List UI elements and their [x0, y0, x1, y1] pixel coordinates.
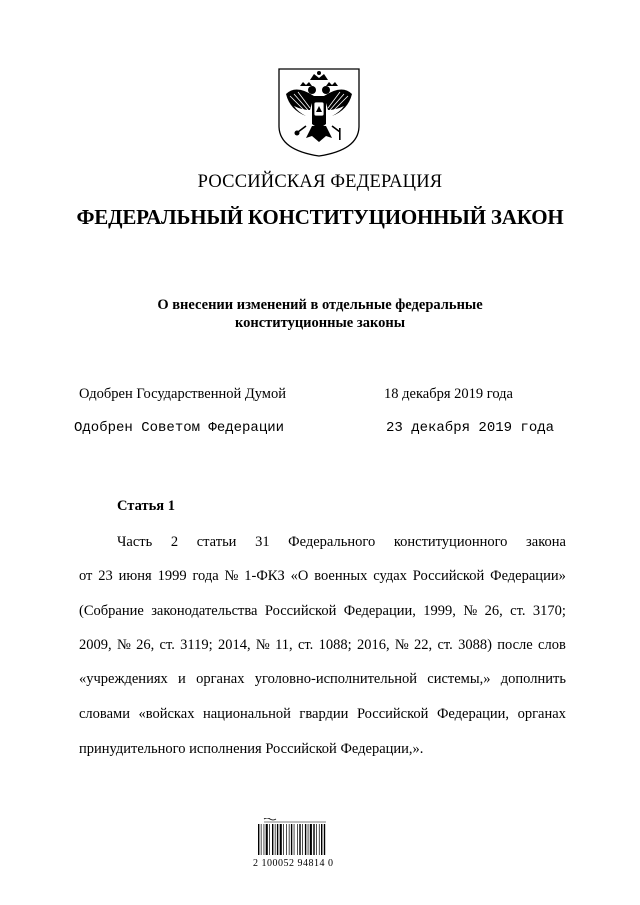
- barcode-bar: [258, 824, 259, 855]
- council-approval-date: 23 декабря 2019 года: [386, 420, 555, 436]
- barcode-bar: [286, 824, 287, 855]
- word: конституционного: [393, 534, 508, 550]
- barcode-bar: [280, 824, 282, 855]
- barcode-bar: [294, 824, 295, 855]
- word: системы,»: [427, 671, 491, 687]
- word: 2009,: [79, 637, 112, 653]
- word: от: [79, 568, 93, 584]
- law-title-line: конституционные законы: [234, 315, 406, 331]
- paragraph-line: [79, 601, 566, 621]
- word: года: [192, 568, 219, 584]
- word: Федерального: [288, 534, 376, 550]
- word: и: [178, 671, 186, 687]
- barcode-bar: [319, 824, 320, 855]
- word: «О: [290, 568, 309, 584]
- word: 23: [98, 568, 113, 584]
- word: статьи: [196, 534, 237, 550]
- word: гвардии: [299, 706, 349, 722]
- council-approval-label: Одобрен Советом Федерации: [74, 420, 285, 436]
- barcode-bar: [275, 824, 276, 855]
- word: 1088;: [318, 637, 352, 653]
- word: судах: [373, 568, 407, 584]
- duma-approval-label: Одобрен Государственной Думой: [79, 386, 286, 402]
- word: ст.: [510, 603, 526, 619]
- law-title: [0, 296, 640, 332]
- word: ст.: [437, 637, 453, 653]
- barcode-bar: [283, 824, 284, 855]
- paragraph-line: [117, 532, 566, 552]
- barcode-bar: [266, 824, 268, 855]
- barcode-bar: [299, 824, 300, 855]
- word: 1999: [157, 568, 187, 584]
- word: Федерации,: [436, 706, 510, 722]
- law-type-heading: ФЕДЕРАЛЬНЫЙ КОНСТИТУЦИОННЫЙ ЗАКОН: [76, 205, 564, 229]
- word: ст.: [297, 637, 314, 653]
- paragraph-line: [79, 669, 566, 689]
- barcode-bar: [321, 824, 322, 855]
- word: 3088): [458, 637, 492, 653]
- barcode-bar: [277, 824, 278, 855]
- word: (Собрание: [79, 603, 144, 619]
- word: 26,: [484, 603, 503, 619]
- law-title-line: О внесении изменений в отдельные федеральные: [157, 297, 483, 313]
- duma-approval-date: 18 декабря 2019 года: [384, 386, 513, 402]
- word: №: [463, 603, 478, 619]
- word: №: [394, 637, 409, 653]
- word: Часть: [117, 534, 153, 550]
- word: ст.: [159, 637, 175, 653]
- word: 3170;: [532, 603, 566, 619]
- paragraph-line: принудительного исполнения Российской Федерации,».: [79, 741, 424, 757]
- word: 2: [170, 534, 179, 550]
- barcode-bar: [272, 824, 273, 855]
- barcode-bar: [316, 824, 317, 855]
- word: дополнить: [500, 671, 566, 687]
- word: Российской: [412, 568, 485, 584]
- word: Федерации,: [343, 603, 416, 619]
- word: 3119;: [180, 637, 213, 653]
- country-name: РОССИЙСКАЯ ФЕДЕРАЦИЯ: [197, 172, 443, 192]
- word: 2014,: [217, 637, 251, 653]
- word: №: [116, 637, 131, 653]
- word: национальной: [202, 706, 291, 722]
- word: №: [224, 568, 239, 584]
- paragraph-line: [79, 635, 566, 655]
- word: Российской: [356, 706, 429, 722]
- word: уголовно-исполнительной: [254, 671, 417, 687]
- paragraph-line: [79, 566, 566, 586]
- barcode-bar: [261, 824, 262, 855]
- russian-coat-of-arms-icon: [276, 66, 362, 158]
- word: словами: [79, 706, 130, 722]
- word: 1-ФКЗ: [244, 568, 285, 584]
- barcode-bar: [264, 824, 265, 855]
- word: 1999,: [423, 603, 456, 619]
- word: Российской: [264, 603, 337, 619]
- word: после: [497, 637, 533, 653]
- word: «войсках: [138, 706, 195, 722]
- word: 26,: [136, 637, 155, 653]
- word: №: [255, 637, 270, 653]
- article-heading: Статья 1: [117, 498, 175, 514]
- barcode-bar: [308, 824, 309, 855]
- word: законодательства: [151, 603, 258, 619]
- word: 2016,: [356, 637, 390, 653]
- barcode-bar: [302, 824, 303, 855]
- word: органах: [517, 706, 566, 722]
- word: слов: [538, 637, 566, 653]
- word: Федерации»: [490, 568, 566, 584]
- barcode-bar: [269, 824, 270, 855]
- barcode-bar: [291, 824, 292, 855]
- barcode-bar: [324, 824, 325, 855]
- barcode-bar: [310, 824, 312, 855]
- word: 31: [255, 534, 270, 550]
- barcode-bar: [313, 824, 314, 855]
- word: «учреждениях: [79, 671, 168, 687]
- barcode-bar: [305, 824, 306, 855]
- word: июня: [118, 568, 152, 584]
- word: органах: [196, 671, 245, 687]
- barcode-bar: [297, 824, 298, 855]
- word: военных: [314, 568, 368, 584]
- barcode-number: 2 100052 94814 0: [253, 858, 334, 869]
- barcode-bar: [289, 824, 290, 855]
- barcode-icon: [256, 818, 334, 856]
- word: 22,: [414, 637, 433, 653]
- word: закона: [526, 534, 566, 550]
- word: 11,: [275, 637, 293, 653]
- paragraph-line: [79, 704, 566, 724]
